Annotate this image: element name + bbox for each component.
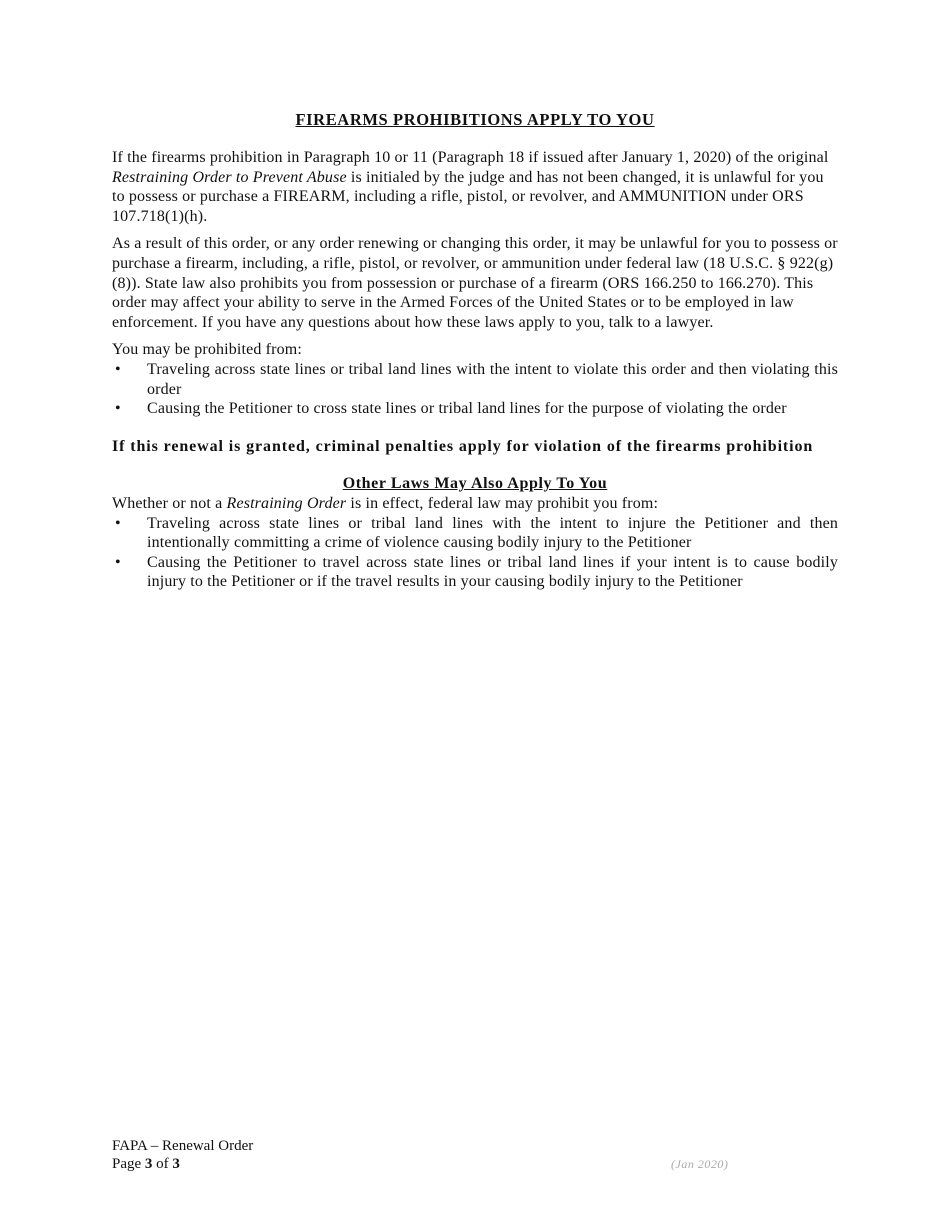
list-item (112, 514, 838, 553)
list-item (112, 553, 838, 592)
list-item (112, 360, 838, 399)
page-number (112, 1155, 253, 1173)
revision-date: (Jan 2020) (671, 1157, 729, 1171)
firearms-paragraph-end: is initialed by the judge and has not been changed, it is unlawful for you to possess or purchase a FIREARM, including a rifle, pistol, or revolver, and AMMUNITION under ORS 107.718(1)(h). (112, 168, 824, 225)
prohibited-intro: You may be prohibited from: (112, 341, 302, 359)
restraining-order-term: Restraining Order (226, 494, 347, 512)
other-laws-intro-start: Whether or not a (112, 494, 227, 512)
bullet-icon: • (115, 514, 121, 532)
bullet-icon: • (115, 360, 121, 378)
page-footer (112, 1137, 253, 1173)
list-item-text: Traveling across state lines or tribal land lines with the intent to injure the Petitioner and then intentionally committing a crime of violence causing bodily injury to the Petitioner (147, 514, 838, 552)
list-item-text: Causing the Petitioner to cross state lines or tribal land lines for the purpose of violating the order (147, 400, 787, 418)
firearms-paragraph (112, 148, 838, 226)
list-item-text: Causing the Petitioner to travel across state lines or tribal land lines if your intent is to cause bodily injury to the Petitioner or if the travel results in your causing bodily injury to the Petitioner (147, 553, 838, 591)
other-laws-intro (112, 494, 838, 514)
other-laws-heading: Other Laws May Also Apply To You (342, 475, 608, 493)
list-item-text: Traveling across state lines or tribal land lines with the intent to violate this order and then violating this order (147, 360, 838, 398)
current-page: 3 (144, 1156, 153, 1172)
bullet-icon: • (115, 553, 121, 571)
order-name: Restraining Order to Prevent Abuse (112, 168, 347, 186)
of-word: of (152, 1156, 173, 1172)
list-item (112, 399, 838, 419)
document-page (112, 110, 838, 602)
bullet-icon: • (115, 400, 121, 418)
other-laws-list (112, 514, 838, 592)
penalty-warning: If this renewal is granted, criminal penalties apply for violation of the firearms prohibition (112, 437, 814, 455)
total-pages: 3 (172, 1156, 180, 1172)
other-laws-intro-end: is in effect, federal law may prohibit you from: (346, 494, 659, 512)
firearms-paragraph-start: If the firearms prohibition in Paragraph 10 or 11 (Paragraph 18 if issued after January 1, 2020) of the original (112, 149, 829, 166)
prohibited-list (112, 360, 838, 419)
federal-law-paragraph: As a result of this order, or any order renewing or changing this order, it may be unlawful for you to possess or purchase a firearm, including, a rifle, pistol, or revolver, or ammunition under federal law (18 U.S.C. § 922(g)(8)). State law also prohibits you from possession or purchase of a firearm (ORS 166.250 to 166.270). This order may affect your ability to serve in the Armed Forces of the United States or to be employed in law enforcement. If you have any questions about how these laws apply to you, talk to a lawyer. (112, 235, 838, 331)
form-name: FAPA – Renewal Order (112, 1138, 254, 1154)
page-word: Page (112, 1156, 145, 1172)
section-heading: FIREARMS PROHIBITIONS APPLY TO YOU (295, 110, 655, 129)
